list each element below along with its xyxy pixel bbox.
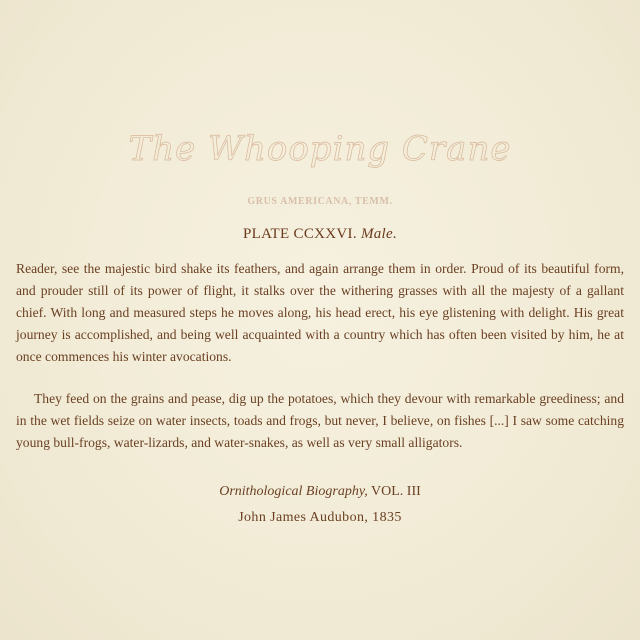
page-title: The Whooping Crane <box>128 129 512 169</box>
body-paragraph-2: They feed on the grains and pease, dig up the potatoes, which they devour with remarkable greediness; and in the wet fields seize on water insects, toads and frogs, but never, I believe, on fishes [...] I saw some catching young bull-frogs, water-lizards, and water-snakes, as well as very small alligators. <box>16 391 624 450</box>
species-subtitle: GRUS AMERICANA, TEMM. <box>247 196 393 207</box>
citation-work: Ornithological Biography, <box>219 484 368 499</box>
citation-volume: VOL. III <box>371 484 421 499</box>
plate-label: PLATE CCXXVI. <box>242 226 357 242</box>
plate-heading <box>0 226 640 243</box>
citation-author: John James Audubon, 1835 <box>238 510 402 525</box>
body-paragraph-1: Reader, see the majestic bird shake its feathers, and again arrange them in order. Proud of its beautiful form, and prouder still of its power of flight, it stalks over the withering grasses with all the majesty of a gallant chief. With long and measured steps he moves along, his head erect, his eye glistening with delight. His great journey is accomplished, and being well acquainted with a country which has often been visited by him, he at once commences his winter avocations. <box>16 261 624 364</box>
citation-line <box>0 484 640 500</box>
plate-sex: Male. <box>360 226 398 242</box>
